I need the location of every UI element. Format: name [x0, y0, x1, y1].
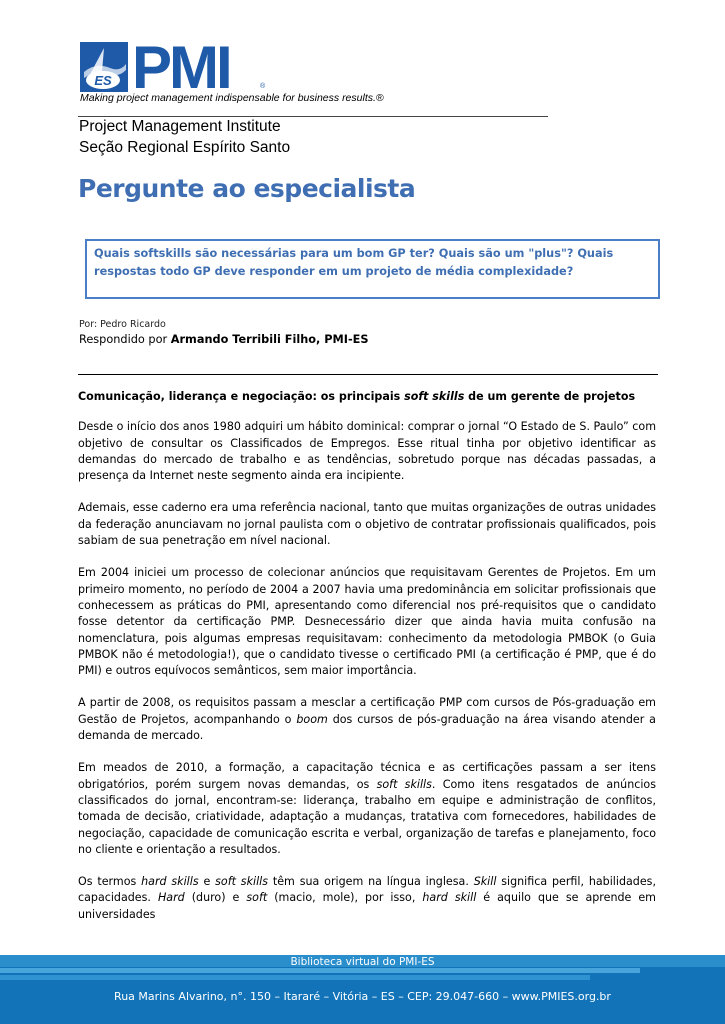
paragraph-3: Em 2004 iniciei um processo de colecionar anúncios que requisitavam Gerentes de Projetos. Em um primeiro momento, no período de 2004 a 2007 havia uma predominância em solicitar profissionais que conhecessem as práticas do PMI, apresentando como diferencial nos pré-requisitos que o candidato fosse detentor da certificação PMP. Desnecessário dizer que ainda havia muita confusão na nomenclatura, pois algumas empresas requisitavam: conhecimento da metodologia PMBOK (o Guia PMBOK não é metodologia!), que o candidato tivesse o certificado PMI (a certificação é PMP, que é do PMI) e outros equívocos semânticos, sem maior importância.: [78, 566, 656, 678]
footer-address: Rua Marins Alvarino, n°. 150 – Itararé – Vitória – ES – CEP: 29.047-660 – www.PMIES.org.br: [114, 990, 611, 1003]
author-byline: Por: Pedro Ricardo: [79, 319, 166, 330]
page-title: Pergunte ao especialista: [78, 174, 416, 203]
svg-text:®: ®: [260, 83, 266, 90]
footer-stripe: [0, 975, 590, 980]
pmi-es-logo: [80, 42, 270, 92]
answerer-name: Armando Terribili Filho, PMI-ES: [170, 333, 369, 346]
answered-by: [79, 333, 369, 346]
logo-tagline: Making project management indispensable for business results.®: [80, 92, 384, 104]
paragraph-1: Desde o início dos anos 1980 adquiri um hábito dominical: comprar o jornal “O Estado de S. Paulo” com objetivo de consultar os Classificados de Empregos. Esse ritual tinha por objetivo identificar as demandas do mercado de trabalho e as tendências, sobretudo porque nas décadas passadas, a presença da Internet neste segmento ainda era incipiente.: [78, 420, 656, 483]
paragraph-6: Os termos hard skills e soft skills têm sua origem na língua inglesa. Skill significa perfil, habilidades, capacidades. Hard (duro) e soft (macio, mole), por isso, hard skill é aquilo que se aprende em universidades: [78, 875, 656, 921]
footer-library-label: Biblioteca virtual do PMI-ES: [290, 956, 435, 968]
answered-prefix: Respondido por: [79, 333, 171, 346]
article-body: [78, 389, 656, 923]
question-box: [85, 239, 660, 299]
section-name: Seção Regional Espírito Santo: [79, 139, 291, 156]
org-name: Project Management Institute: [79, 118, 281, 135]
question-text: Quais softskills são necessárias para um bom GP ter? Quais são um "plus"? Quais respostas todo GP deve responder em um projeto de média complexidade?: [94, 247, 614, 278]
paragraph-2: Ademais, esse caderno era uma referência nacional, tanto que muitas organizações de outras unidades da federação anunciavam no jornal paulista com o objetivo de contratar profissionais qualificados, pois sabiam de sua penetração em nível nacional.: [78, 501, 656, 548]
article-subtitle: Comunicação, liderança e negociação: os principais soft skills de um gerente de projetos: [78, 390, 636, 403]
paragraph-4: A partir de 2008, os requisitos passam a mesclar a certificação PMP com cursos de Pós-graduação em Gestão de Projetos, acompanhando o boom dos cursos de pós-graduação na área visando atender a demanda de mercado.: [78, 696, 656, 743]
paragraph-5: Em meados de 2010, a formação, a capacitação técnica e as certificações passam a ser itens obrigatórios, porém surgem novas demandas, os soft skills. Como itens resgatados de anúncios classificados do jornal, encontram-se: liderança, trabalho em equipe e administração de conflitos, tomada de decisão, criatividade, adaptação a mudanças, tratativa com fornecedores, habilidades de negociação, capacidade de comunicação escrita e verbal, organização de tarefas e planejamento, foco no cliente e orientação a resultados.: [78, 761, 656, 856]
section-divider: [78, 374, 658, 375]
logo-letters: PMI: [132, 42, 230, 92]
header-divider: [78, 116, 548, 117]
logo-chapter-text: ES: [94, 73, 112, 88]
